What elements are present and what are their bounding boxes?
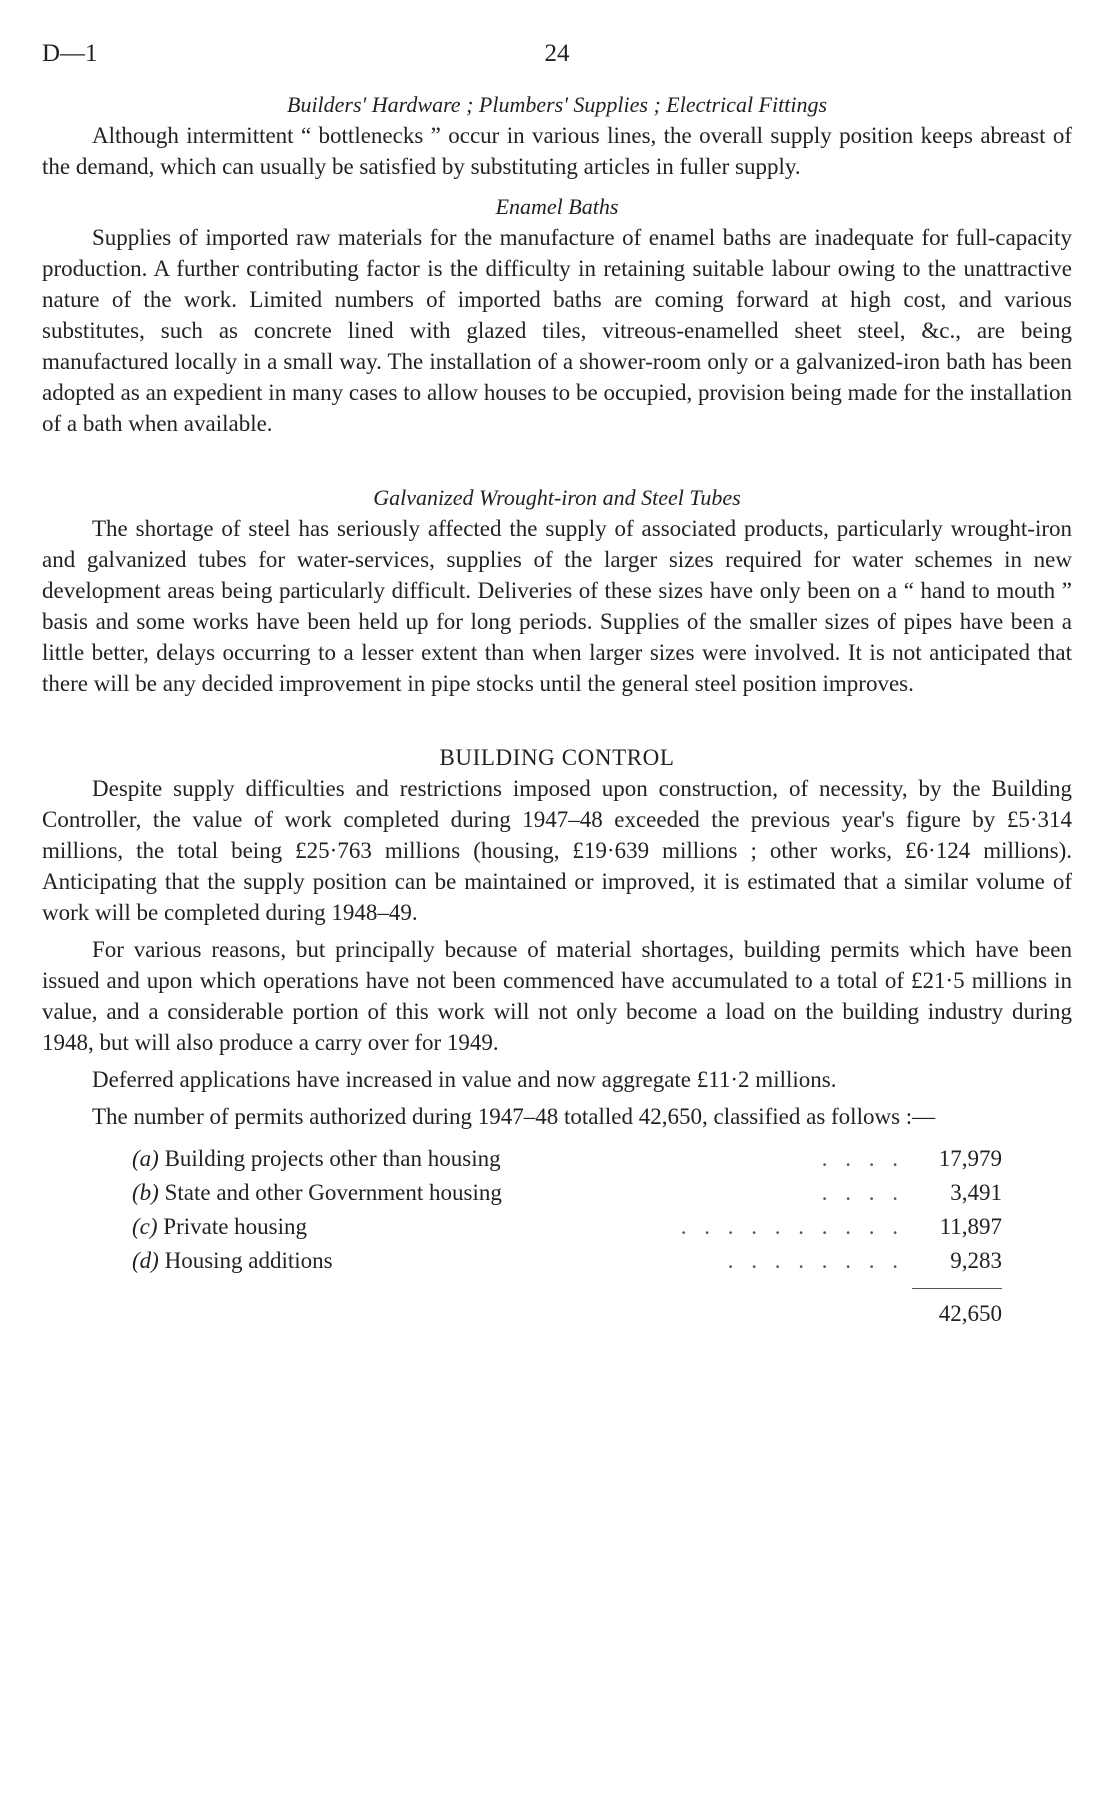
section-heading: Galvanized Wrought-iron and Steel Tubes	[373, 485, 741, 510]
leader-dots: . . . .	[821, 1180, 904, 1205]
permit-value: 17,979	[938, 1146, 1002, 1171]
total-row	[132, 1288, 1002, 1327]
permit-letter: (b)	[132, 1180, 159, 1205]
page-number: 24	[544, 40, 570, 67]
permits-table	[132, 1146, 1002, 1327]
section-enamel-baths	[42, 192, 1072, 439]
permit-value: 3,491	[950, 1180, 1002, 1205]
permit-label	[132, 1214, 307, 1240]
page-code: D—1	[42, 40, 98, 67]
table-row	[132, 1180, 1002, 1214]
leader-dots: . . . . . . . . . .	[680, 1214, 904, 1239]
permit-description: State and other Government housing	[164, 1180, 502, 1205]
permit-letter: (d)	[132, 1248, 159, 1273]
body-paragraph: The shortage of steel has seriously affected the supply of associated products, particularly wrought-iron and galvanized tubes for water-services, supplies of the larger sizes required for water schemes in new development areas being particularly difficult. Deliveries of these sizes have only been on a “ hand to mouth ” basis and some works have been held up for long periods. Supplies of the smaller sizes of pipes have been a little better, delays occurring to a lesser extent than when larger sizes were involved. It is not anticipated that there will be any decided improvement in pipe stocks until the general steel position improves.	[42, 516, 1072, 696]
body-paragraph: The number of permits authorized during 1947–48 totalled 42,650, classified as follows :—	[92, 1104, 936, 1129]
leader-dots: . . . . . . . .	[727, 1248, 904, 1273]
page-header	[42, 40, 1072, 90]
permit-value: 9,283	[950, 1248, 1002, 1273]
body-paragraph: Deferred applications have increased in value and now aggregate £11·2 millions.	[92, 1067, 837, 1092]
section-heading: BUILDING CONTROL	[439, 745, 675, 770]
body-paragraph: Although intermittent “ bottlenecks ” occur in various lines, the overall supply position keeps abreast of the demand, which can usually be satisfied by substituting articles in fuller supply.	[42, 123, 1072, 179]
body-paragraph: Despite supply difficulties and restrictions imposed upon construction, of necessity, by the Building Controller, the value of work completed during 1947–48 exceeded the previous year's figure by £5·314 millions, the total being £25·763 millions (housing, £19·639 millions ; other works, £6·124 millions). Anticipating that the supply position can be maintained or improved, it is estimated that a similar volume of work will be completed during 1948–49.	[42, 776, 1072, 925]
permit-label	[132, 1146, 501, 1172]
permit-label	[132, 1180, 502, 1206]
permit-description: Housing additions	[164, 1248, 333, 1273]
permit-value: 11,897	[939, 1214, 1002, 1239]
permit-description: Private housing	[163, 1214, 308, 1239]
table-row	[132, 1214, 1002, 1248]
permits-total: 42,650	[912, 1288, 1002, 1327]
document-page	[42, 40, 1072, 1770]
permit-description: Building projects other than housing	[164, 1146, 501, 1171]
permit-letter: (c)	[132, 1214, 158, 1239]
body-paragraph: Supplies of imported raw materials for the manufacture of enamel baths are inadequate for full-capacity production. A further contributing factor is the difficulty in retaining suitable labour owing to the unattractive nature of the work. Limited numbers of imported baths are coming forward at high cost, and various substitutes, such as concrete lined with glazed tiles, vitreous-enamelled sheet steel, &c., are being manufactured locally in a small way. The installation of a shower-room only or a galvanized-iron bath has been adopted as an expedient in many cases to allow houses to be occupied, provision being made for the installation of a bath when available.	[42, 225, 1072, 436]
body-paragraph: For various reasons, but principally because of material shortages, building permits which have been issued and upon which operations have not been commenced have accumulated to a total of £21·5 millions in value, and a considerable portion of this work will not only become a load on the building industry during 1948, but will also produce a carry over for 1949.	[42, 937, 1072, 1055]
section-heading: Builders' Hardware ; Plumbers' Supplies ; Electrical Fittings	[287, 92, 827, 117]
section-building-control	[42, 743, 1072, 1327]
permit-label	[132, 1248, 333, 1274]
permit-letter: (a)	[132, 1146, 159, 1171]
section-tubes	[42, 483, 1072, 699]
section-heading: Enamel Baths	[495, 194, 619, 219]
section-hardware	[42, 90, 1072, 182]
table-row	[132, 1146, 1002, 1180]
leader-dots: . . . .	[821, 1146, 904, 1171]
table-row	[132, 1248, 1002, 1282]
